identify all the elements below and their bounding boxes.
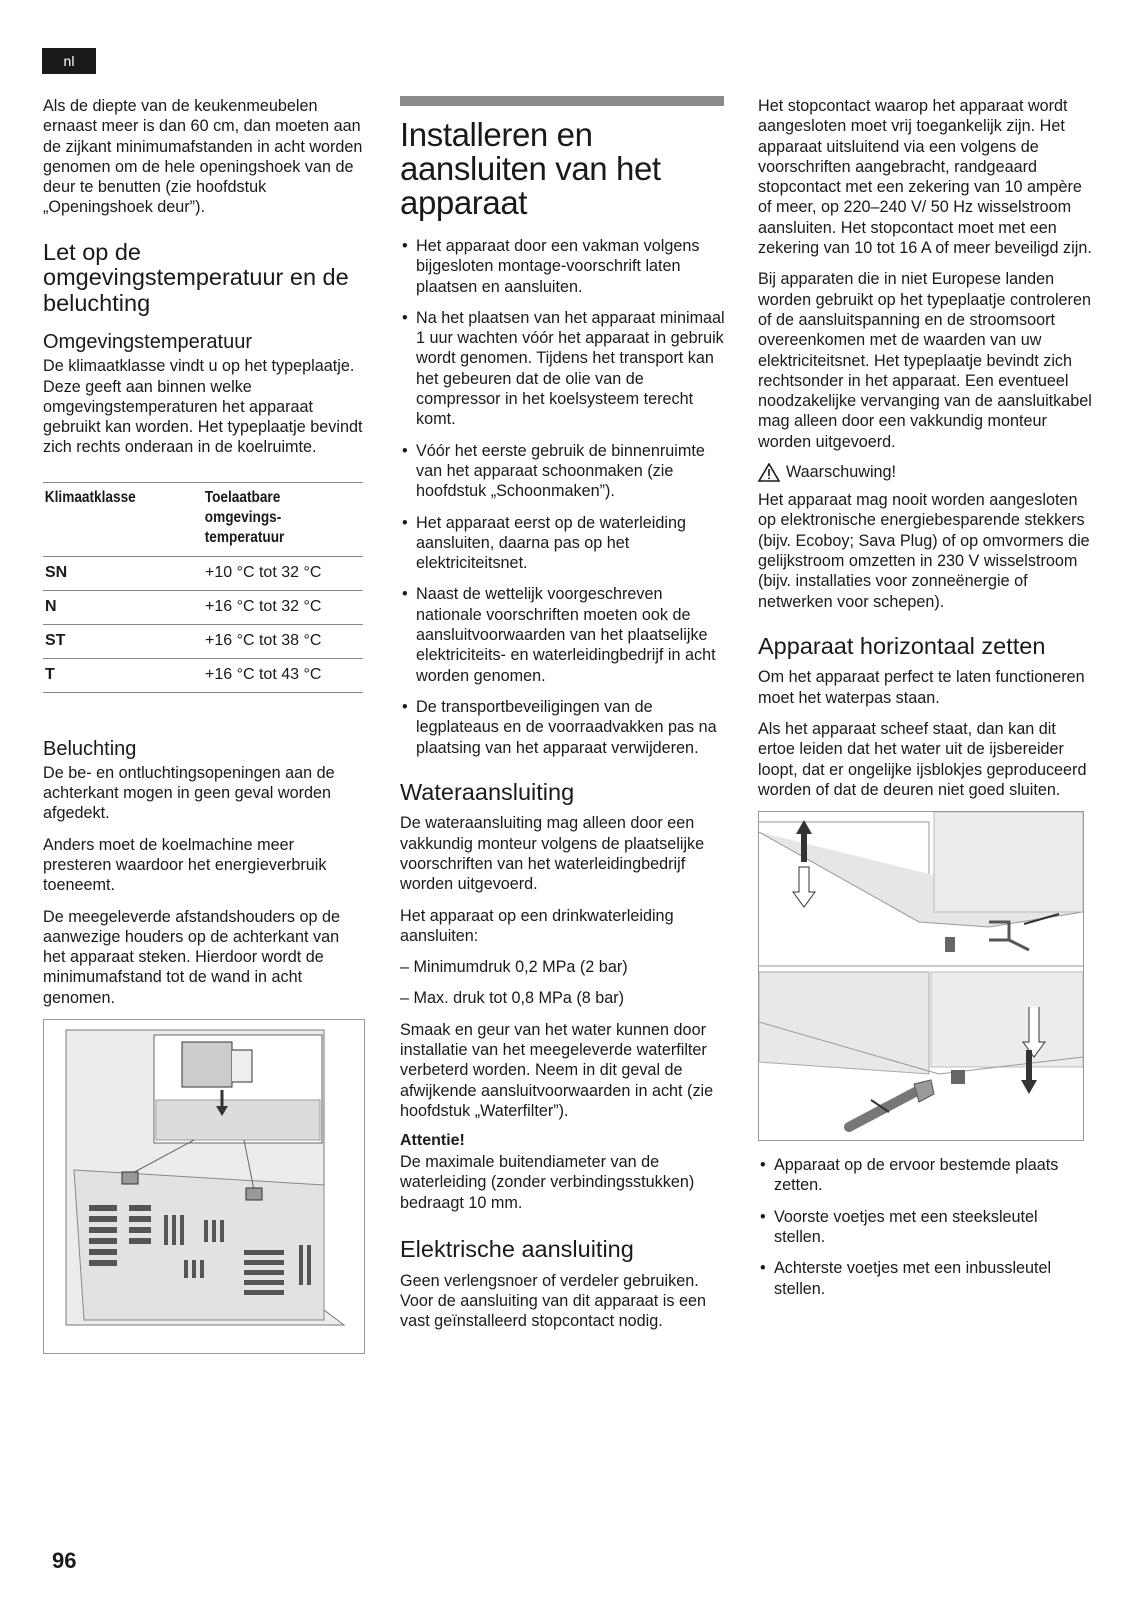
subheading-ventilation: Beluchting xyxy=(43,737,137,760)
pressure-max: – Max. druk tot 0,8 MPa (8 bar) xyxy=(400,989,625,1008)
section-heading-electric: Elektrische aansluiting xyxy=(400,1236,634,1263)
table-cell-range: +16 °C tot 43 °C xyxy=(203,658,363,692)
climate-class-table xyxy=(43,482,363,693)
section-heading-leveling: Apparaat horizontaal zetten xyxy=(758,632,1046,659)
table-cell-range: +16 °C tot 32 °C xyxy=(203,590,363,624)
leveling-drawing xyxy=(759,812,1083,1140)
socket-paragraph: Het stopcontact waarop het apparaat wordt aangesloten moet vrij toegankelijk zijn. Het apparaat uitsluitend via een volgens de voorschriften aangebracht, randgeaard stopcontact met een zekering van 10 ampère of meer, op 220–240 V/ 50 Hz wisselstroom aansluiten. Het stopcontact moet met een zekering van 10 tot 16 A of meer beveiligd zijn. xyxy=(758,97,1092,258)
table-cell-class: N xyxy=(43,590,203,624)
table-row xyxy=(43,556,363,590)
list-item: • Het apparaat door een vakman volgens bijgesloten montage-voorschrift laten plaatsen en aansluiten. xyxy=(400,236,730,297)
table-header-temperature: Toelaatbare omgevings-temperatuur xyxy=(203,482,344,556)
section-heading-environment: Let op de omgevingstemperatuur en de beluchting xyxy=(43,238,349,316)
attention-paragraph: De maximale buitendiameter van de waterleiding (zonder verbindingsstukken) bedraagt 10 mm. xyxy=(400,1153,695,1212)
list-item: • Na het plaatsen van het apparaat minimaal 1 uur wachten vóór het apparaat in gebruik wordt genomen. Tijdens het transport kan het gebeuren dat de olie van de compressor in het koelsysteem terecht komt. xyxy=(400,308,730,430)
water-paragraph-1: De wateraansluiting mag alleen door een vakkundig monteur volgens de plaatselijke voorschriften van het waterleidingbedrijf worden uitgevoerd. xyxy=(400,814,705,894)
leveling-feet-illustration xyxy=(758,811,1084,1141)
table-cell-class: SN xyxy=(43,556,203,590)
leveling-paragraph-2: Als het apparaat scheef staat, dan kan dit ertoe leiden dat het water uit de ijsbereider loopt, dat er ongelijke ijsblokjes geproduceerd worden of dat de deuren niet goed sluiten. xyxy=(758,719,1087,799)
page-title: Installeren en aansluiten van het apparaat xyxy=(400,116,661,221)
table-row xyxy=(43,624,363,658)
rear-panel-drawing xyxy=(44,1020,364,1353)
installation-steps-list xyxy=(400,236,730,758)
attention-label: Attentie! xyxy=(400,1132,465,1150)
column-right xyxy=(758,96,1093,1310)
table-cell-class: T xyxy=(43,658,203,692)
electric-paragraph: Geen verlengsnoer of verdeler gebruiken. Voor de aansluiting van dit apparaat is een vast geïnstalleerd stopcontact nodig. xyxy=(400,1271,706,1331)
water-paragraph-3: Smaak en geur van het water kunnen door installatie van het meegeleverde waterfilter verbeterd worden. Neem in dit geval de afwijkende aansluitvoorwaarden in acht (zie hoofdstuk „Waterfilter”). xyxy=(400,1020,714,1120)
table-cell-range: +16 °C tot 38 °C xyxy=(203,624,363,658)
warning-paragraph: Het apparaat mag nooit worden aangesloten op elektronische energiebesparende stekkers (bijv. Ecoboy; Sava Plug) of op omvormers die gelijkstroom omzetten in 230 V wisselstroom (bijv. installaties voor zonneënergie of netwerken voor schepen). xyxy=(758,491,1090,611)
list-item: • Achterste voetjes met een inbussleutel stellen. xyxy=(758,1258,1093,1299)
list-item: • Het apparaat eerst op de waterleiding aansluiten, daarna pas op het elektriciteitsnet. xyxy=(400,513,730,574)
page-number: 96 xyxy=(52,1548,77,1573)
language-tag: nl xyxy=(42,48,96,74)
water-paragraph-2: Het apparaat op een drinkwaterleiding aansluiten: xyxy=(400,906,674,945)
ventilation-paragraph-2: Anders moet de koelmachine meer presteren waardoor het energieverbruik toeneemt. xyxy=(43,835,327,895)
pressure-min: – Minimumdruk 0,2 MPa (2 bar) xyxy=(400,958,628,977)
list-item: • De transportbeveiligingen van de legplateaus en de voorraadvakken pas na plaatsing van het apparaat verwijderen. xyxy=(400,697,730,758)
list-item: • Vóór het eerste gebruik de binnenruimte van het apparaat schoonmaken (zie hoofdstuk „Schoonmaken”). xyxy=(400,441,730,502)
column-left xyxy=(43,96,365,1354)
leveling-paragraph-1: Om het apparaat perfect te laten functioneren moet het waterpas staan. xyxy=(758,668,1085,707)
table-cell-class: ST xyxy=(43,624,203,658)
section-heading-water: Wateraansluiting xyxy=(400,778,575,805)
table-row xyxy=(43,658,363,692)
table-header-class: Klimaatklasse xyxy=(43,482,184,556)
temperature-paragraph: De klimaatklasse vindt u op het typeplaatje. Deze geeft aan binnen welke omgevingstemperaturen het apparaat gebruikt kan worden. Het typeplaatje bevindt zich rechts onderaan in de koelruimte. xyxy=(43,357,363,457)
rear-panel-spacer-illustration xyxy=(43,1019,365,1354)
ventilation-paragraph-3: De meegeleverde afstandshouders op de aanwezige houders op de achterkant van het apparaat steken. Hierdoor wordt de minimumafstand tot de wand in acht genomen. xyxy=(43,907,340,1007)
leveling-steps-list xyxy=(758,1155,1093,1299)
non-european-paragraph: Bij apparaten die in niet Europese landen worden gebruikt op het typeplaatje controleren of de aansluitspanning en de stroomsoort overeenkomen met de waarden van uw elektriciteitsnet. Het typeplaatje bevindt zich rechtsonder in het apparaat. Een eventueel noodzakelijke vervanging van de aansluitkabel mag alleen door een vakkundig monteur worden uitgevoerd. xyxy=(758,270,1092,451)
ventilation-paragraph-1: De be- en ontluchtingsopeningen aan de achterkant mogen in geen geval worden afgedekt. xyxy=(43,763,335,823)
section-divider xyxy=(400,96,724,106)
warning-label: Waarschuwing! xyxy=(786,463,897,482)
list-item: • Apparaat op de ervoor bestemde plaats zetten. xyxy=(758,1155,1093,1196)
warning-triangle-icon xyxy=(758,463,780,482)
list-item: • Voorste voetjes met een steeksleutel stellen. xyxy=(758,1207,1093,1248)
warning-heading xyxy=(758,463,1093,482)
table-cell-range: +10 °C tot 32 °C xyxy=(203,556,363,590)
table-row xyxy=(43,590,363,624)
column-middle xyxy=(400,96,730,1342)
intro-paragraph: Als de diepte van de keukenmeubelen ernaast meer is dan 60 cm, dan moeten aan de zijkant minimumafstanden in acht worden genomen om de hele openingshoek van de deur te benutten (zie hoofdstuk „Openingshoek deur”). xyxy=(43,97,363,217)
subheading-ambient-temperature: Omgevingstemperatuur xyxy=(43,331,252,354)
list-item: • Naast de wettelijk voorgeschreven nationale voorschriften moeten ook de aansluitvoorwaarden van het plaatselijke elektriciteits- en waterleidingbedrijf in acht worden genomen. xyxy=(400,584,730,685)
